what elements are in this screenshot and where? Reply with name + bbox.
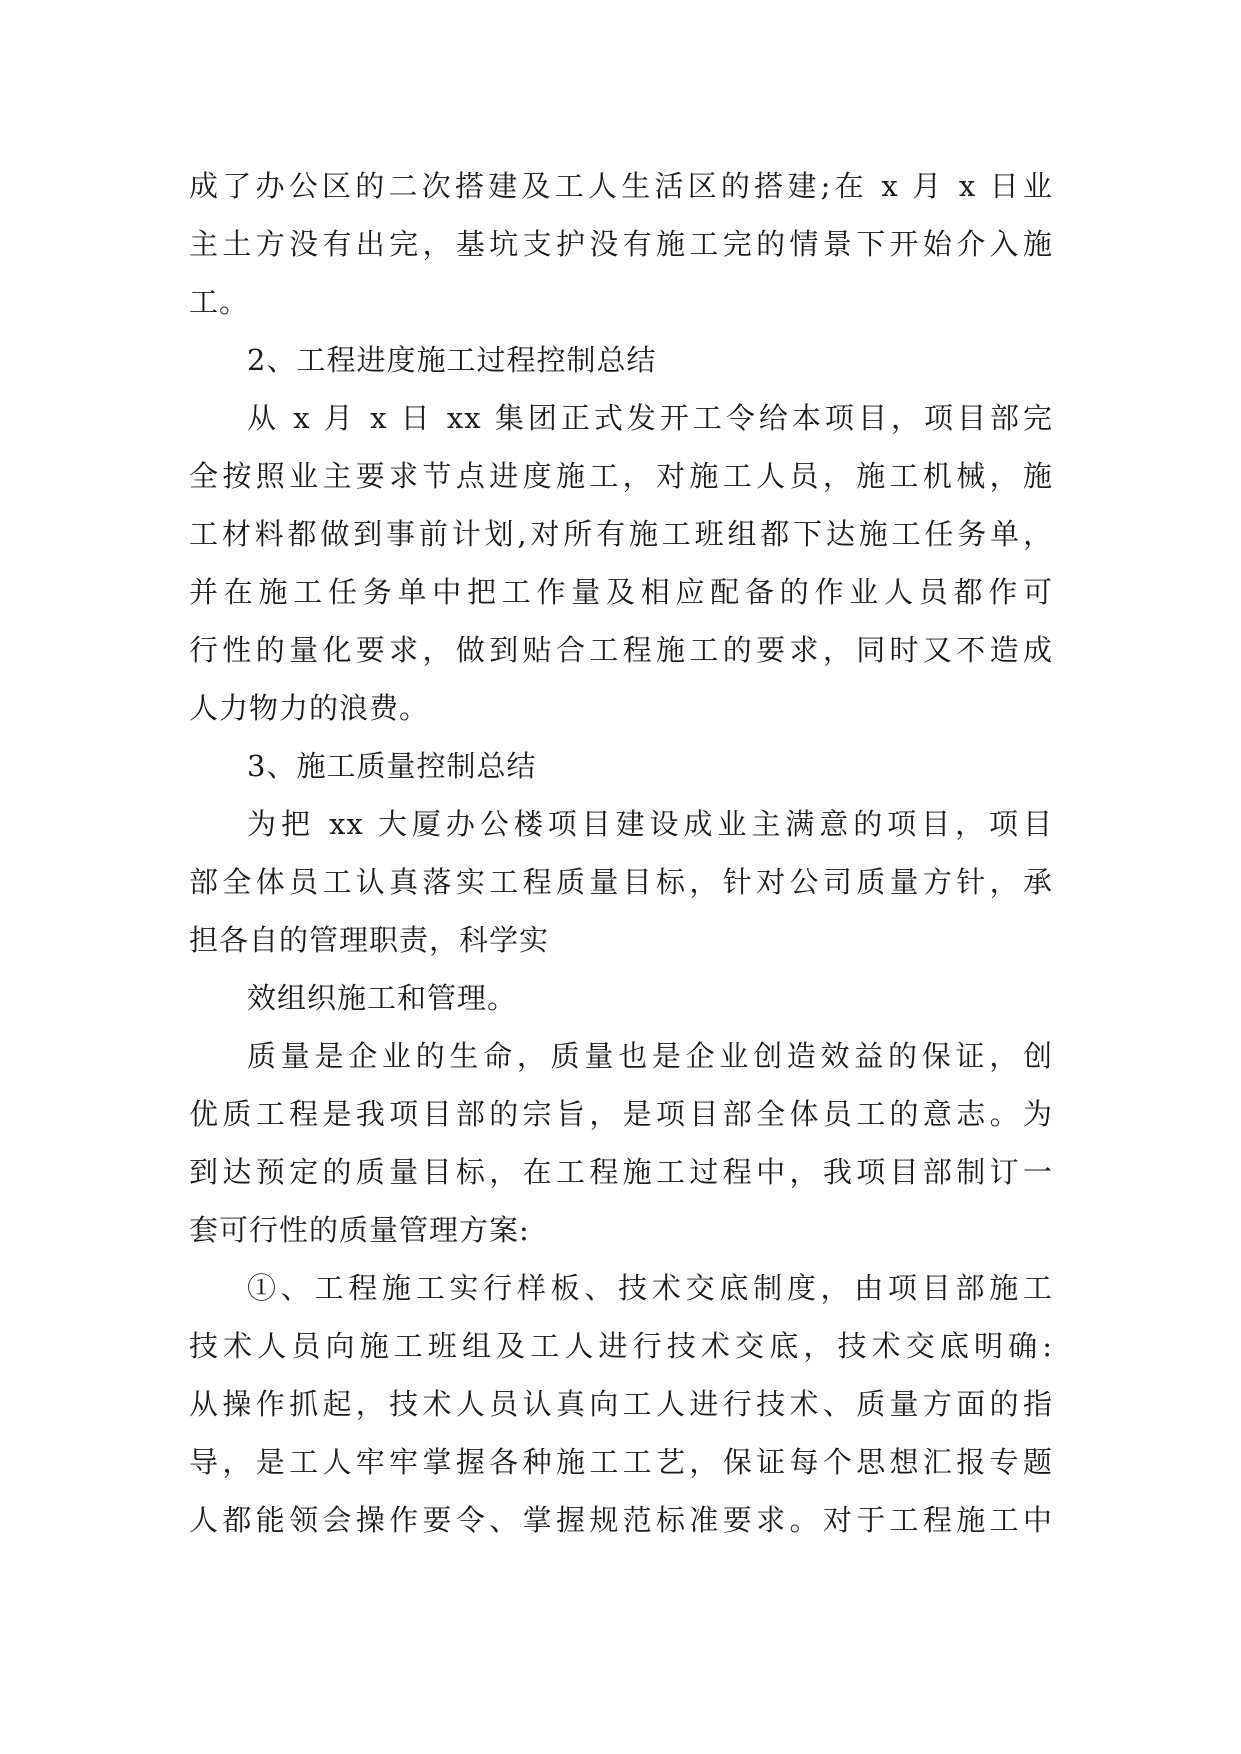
text-line: 质量是企业的生命，质量也是企业创造效益的保证，创: [247, 1039, 1053, 1073]
text-line: 主土方没有出完，基坑支护没有施工完的情景下开始介入施: [189, 227, 1053, 261]
text-line: 行性的量化要求，做到贴合工程施工的要求，同时又不造成: [189, 633, 1053, 667]
text-line: 人力物力的浪费。: [189, 691, 430, 725]
text-line: 部全体员工认真落实工程质量目标，针对公司质量方针，承: [189, 865, 1053, 899]
text-line: 导，是工人牢牢掌握各种施工工艺，保证每个思想汇报专题: [189, 1445, 1053, 1479]
text-line: 从操作抓起，技术人员认真向工人进行技术、质量方面的指: [189, 1387, 1053, 1421]
text-line: 套可行性的质量管理方案:: [189, 1213, 530, 1247]
text-line: 2、工程进度施工过程控制总结: [247, 343, 657, 377]
text-line: 从 x 月 x 日 xx 集团正式发开工令给本项目，项目部完: [247, 401, 1053, 435]
document-body: [189, 157, 1053, 1549]
text-line: 3、施工质量控制总结: [247, 749, 537, 783]
text-line: 优质工程是我项目部的宗旨，是项目部全体员工的意志。为: [189, 1097, 1053, 1131]
text-line: 为把 xx 大厦办公楼项目建设成业主满意的项目，项目: [247, 807, 1053, 841]
text-line: 技术人员向施工班组及工人进行技术交底，技术交底明确:: [189, 1329, 1053, 1363]
text-line: 到达预定的质量目标，在工程施工过程中，我项目部制订一: [189, 1155, 1053, 1189]
text-line: 人都能领会操作要令、掌握规范标准要求。对于工程施工中: [189, 1503, 1053, 1537]
text-line: 并在施工任务单中把工作量及相应配备的作业人员都作可: [189, 575, 1053, 609]
text-line: 全按照业主要求节点进度施工，对施工人员，施工机械，施: [189, 459, 1053, 493]
text-line: 担各自的管理职责，科学实: [189, 923, 550, 957]
text-line: ①、工程施工实行样板、技术交底制度，由项目部施工: [247, 1271, 1053, 1305]
text-line: 工材料都做到事前计划,对所有施工班组都下达施工任务单，: [189, 517, 1053, 551]
text-line: 效组织施工和管理。: [247, 981, 518, 1015]
text-line: 工。: [189, 285, 250, 319]
text-line: 成了办公区的二次搭建及工人生活区的搭建;在 x 月 x 日业: [189, 169, 1053, 203]
